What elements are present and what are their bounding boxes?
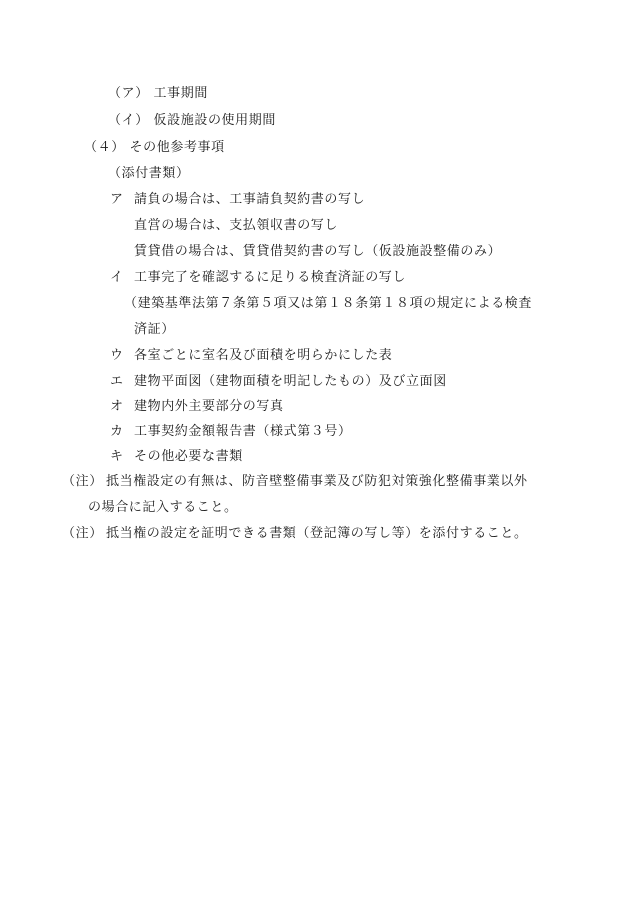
attachment-i-note-line1: （建築基準法第７条第５項又は第１８条第１８項の規定による検査 [124,296,533,311]
sub-item-a [108,86,208,102]
attachment-e-text: 建物平面図（建物面積を明記したもの）及び立面図 [134,374,447,389]
attachment-ka-text: 工事契約金額報告書（様式第３号） [134,424,352,439]
sub-item-a-marker: （ア） [108,86,149,101]
attachment-a-line2: 直営の場合は、支払領収書の写し [134,218,339,233]
attachment-u-text: 各室ごとに室名及び面積を明らかにした表 [134,348,393,363]
sub-item-a-text: 工事期間 [153,86,208,101]
attachment-i-text: 工事完了を確認するに足りる検査済証の写し [134,270,407,285]
note-1-marker: （注） [62,474,103,489]
note-2-marker: （注） [62,526,103,541]
attachment-ka-marker: カ [110,424,124,439]
note-1-line1: 抵当権設定の有無は、防音壁整備事業及び防犯対策強化整備事業以外 [106,474,528,489]
attachment-o-marker: オ [110,399,124,414]
attachment-a-marker: ア [110,192,124,207]
attachment-i-marker: イ [110,270,124,285]
sub-item-i [108,113,276,129]
attachment-ki-marker: キ [110,449,124,464]
attachment-ki-text: その他必要な書類 [134,449,243,464]
attachment-u-marker: ウ [110,348,124,363]
attachment-a-line1: 請負の場合は、工事請負契約書の写し [134,192,366,207]
note-1-line2: の場合に記入すること。 [88,500,238,515]
attachment-e-marker: エ [110,374,124,389]
attachments-heading: （添付書類） [108,166,190,181]
attachment-a-line3: 賃貸借の場合は、賃貸借契約書の写し（仮設施設整備のみ） [134,244,502,259]
sub-item-i-text: 仮設施設の使用期間 [153,113,276,128]
attachment-i-note-line2: 済証） [134,322,175,337]
section-4-title: その他参考事項 [129,140,225,155]
attachment-o-text: 建物内外主要部分の写真 [134,399,284,414]
sub-item-i-marker: （イ） [108,113,149,128]
section-4-marker: （４） [84,140,125,155]
section-4-heading [84,140,225,156]
note-2-text: 抵当権の設定を証明できる書類（登記簿の写し等）を添付すること。 [106,526,528,541]
